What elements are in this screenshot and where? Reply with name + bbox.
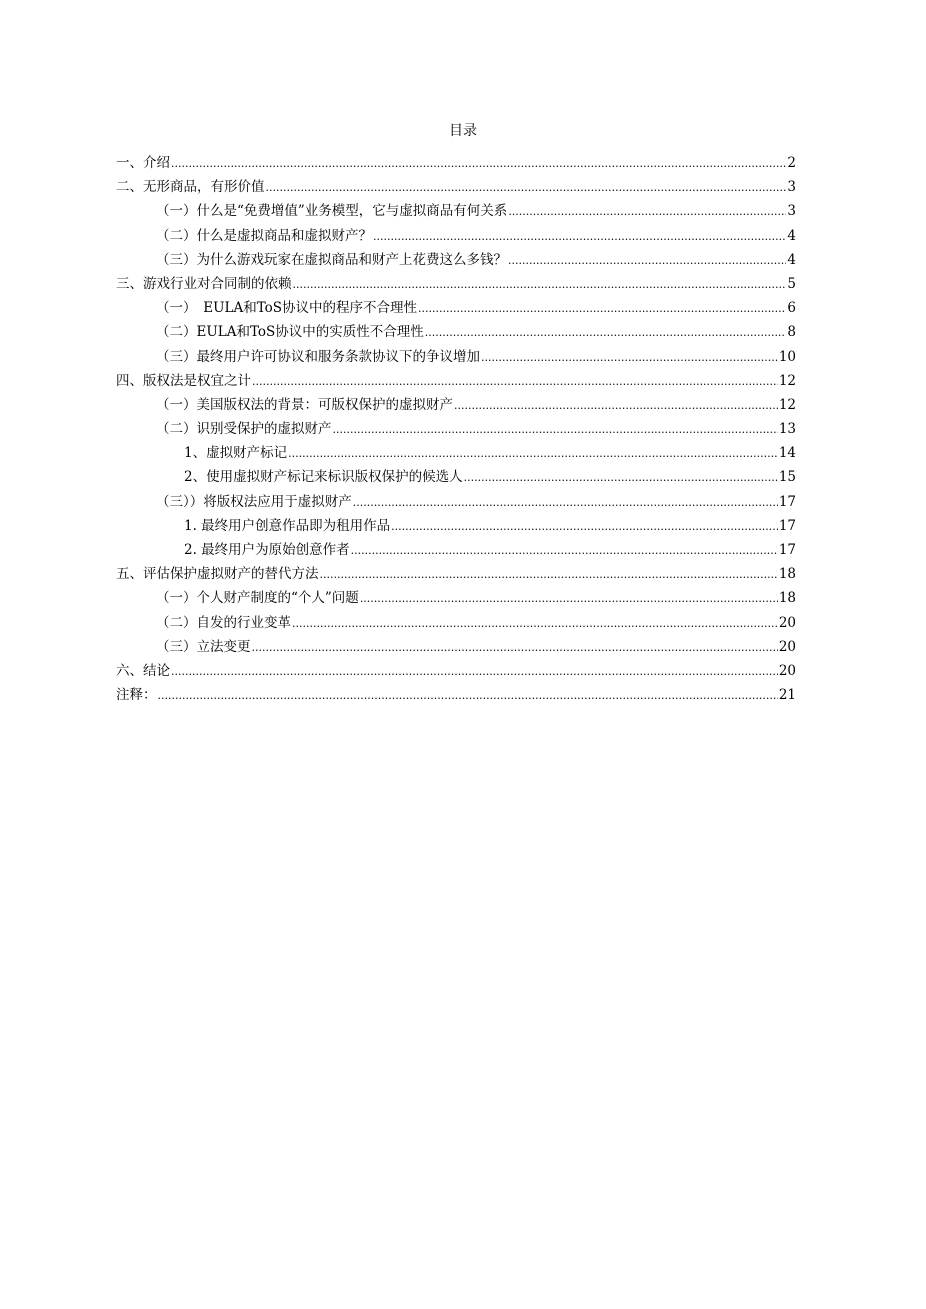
toc-entry-label: 四、版权法是权宜之计	[116, 372, 251, 389]
toc-page-number: 5	[787, 275, 796, 292]
toc-entry-label: （一）美国版权法的背景：可版权保护的虚拟财产	[156, 396, 453, 413]
toc-page-number: 17	[778, 493, 796, 510]
toc-entry-label: 六、结论	[116, 662, 170, 679]
toc-entry[interactable]	[116, 635, 796, 659]
toc-page-number: 21	[778, 687, 796, 704]
toc-entry[interactable]	[116, 417, 796, 441]
toc-dot-leader	[425, 321, 787, 345]
toc-entry-label: 2. 最终用户为原始创意作者	[184, 542, 350, 558]
toc-page-number: 15	[778, 469, 796, 486]
toc-page-number: 18	[778, 590, 796, 607]
toc-page-number: 12	[778, 372, 796, 389]
toc-entry[interactable]	[116, 611, 796, 635]
toc-page-number: 14	[778, 445, 796, 462]
toc-dot-leader	[333, 418, 778, 442]
toc-dot-leader	[320, 563, 778, 587]
toc-dot-leader	[292, 612, 778, 636]
toc-entry[interactable]	[116, 441, 796, 465]
toc-entry[interactable]	[116, 465, 796, 489]
toc-entry-label: （三））将版权法应用于虚拟财产	[156, 493, 352, 510]
toc-page-number: 3	[787, 179, 796, 196]
toc-entry[interactable]	[116, 248, 796, 272]
toc-entry[interactable]	[116, 514, 796, 538]
toc-entry[interactable]	[116, 683, 796, 707]
toc-entry-label: （二）EULA和ToS协议中的实质性不合理性	[156, 324, 424, 341]
toc-entry-label: （一）个人财产制度的“个人”问题	[156, 590, 359, 607]
toc-entry-label: 注释：	[116, 687, 157, 704]
toc-entry-label: 五、评估保护虚拟财产的替代方法	[116, 566, 319, 583]
toc-entry[interactable]	[116, 562, 796, 586]
toc-entry[interactable]	[116, 199, 796, 223]
toc-dot-leader	[391, 515, 778, 539]
toc-entry-label: 三、游戏行业对合同制的依赖	[116, 275, 292, 292]
toc-dot-leader	[418, 297, 786, 321]
toc-entry-label: 1、虚拟财产标记	[184, 445, 288, 462]
toc-entry[interactable]	[116, 369, 796, 393]
toc-entry-label: 1. 最终用户创意作品即为租用作品	[184, 517, 391, 534]
toc-entry[interactable]	[116, 175, 796, 199]
toc-dot-leader	[353, 491, 778, 515]
toc-entry-label: （一）什么是“免费增值”业务模型，它与虚拟商品有何关系	[156, 203, 508, 220]
toc-entry[interactable]	[116, 296, 796, 320]
toc-entry-label: 二、无形商品，有形价值	[116, 179, 265, 196]
toc-dot-leader	[171, 660, 778, 684]
toc-dot-leader	[454, 394, 778, 418]
toc-entry[interactable]	[116, 272, 796, 296]
toc-page-number: 20	[778, 614, 796, 631]
toc-entry[interactable]	[116, 659, 796, 683]
toc-page-number: 18	[778, 566, 796, 583]
toc-dot-leader	[171, 152, 786, 176]
toc-page-number: 8	[787, 324, 796, 341]
toc-entry[interactable]	[116, 538, 796, 562]
toc-entry-label: （一） EULA和ToS协议中的程序不合理性	[156, 300, 418, 317]
toc-page-number: 2	[787, 155, 796, 171]
toc-dot-leader	[508, 200, 786, 224]
toc-title: 目录	[449, 123, 477, 139]
toc-entry[interactable]	[116, 393, 796, 417]
toc-entry[interactable]	[116, 151, 796, 175]
toc-page-number: 6	[787, 300, 796, 317]
toc-dot-leader	[252, 370, 778, 394]
toc-dot-leader	[373, 225, 786, 249]
toc-dot-leader	[288, 442, 778, 466]
toc-entry-label: 一、介绍	[116, 155, 170, 171]
toc-entry[interactable]	[116, 490, 796, 514]
toc-entry-label: 2、使用虚拟财产标记来标识版权保护的候选人	[184, 469, 463, 486]
toc-page-number: 10	[778, 348, 796, 365]
toc-entry[interactable]	[116, 345, 796, 369]
table-of-contents	[116, 151, 796, 707]
toc-page-number: 12	[778, 396, 796, 413]
toc-entry-label: （二）自发的行业变革	[156, 614, 291, 631]
toc-entry-label: （三）为什么游戏玩家在虚拟商品和财产上花费这么多钱？	[156, 251, 507, 268]
toc-page-number: 20	[778, 638, 796, 655]
toc-entry-label: （二）识别受保护的虚拟财产	[156, 421, 332, 438]
toc-dot-leader	[351, 539, 778, 563]
toc-dot-leader	[293, 273, 787, 297]
toc-page-number: 17	[778, 517, 796, 534]
toc-dot-leader	[360, 587, 778, 611]
toc-page-number: 13	[778, 421, 796, 438]
toc-entry-label: （三）最终用户许可协议和服务条款协议下的争议增加	[156, 348, 480, 365]
toc-dot-leader	[158, 684, 778, 708]
toc-entry[interactable]	[116, 320, 796, 344]
toc-dot-leader	[508, 249, 786, 273]
toc-dot-leader	[266, 176, 787, 200]
toc-page-number: 17	[778, 542, 796, 558]
toc-dot-leader	[252, 636, 778, 660]
toc-page-number: 4	[787, 227, 796, 244]
toc-dot-leader	[481, 346, 778, 370]
toc-page-number: 20	[778, 662, 796, 679]
toc-page-number: 4	[787, 251, 796, 268]
toc-entry[interactable]	[116, 586, 796, 610]
toc-entry-label: （三）立法变更	[156, 638, 251, 655]
toc-dot-leader	[464, 466, 778, 490]
toc-entry-label: （二）什么是虚拟商品和虚拟财产？	[156, 227, 372, 244]
toc-page-number: 3	[787, 203, 796, 220]
toc-entry[interactable]	[116, 224, 796, 248]
